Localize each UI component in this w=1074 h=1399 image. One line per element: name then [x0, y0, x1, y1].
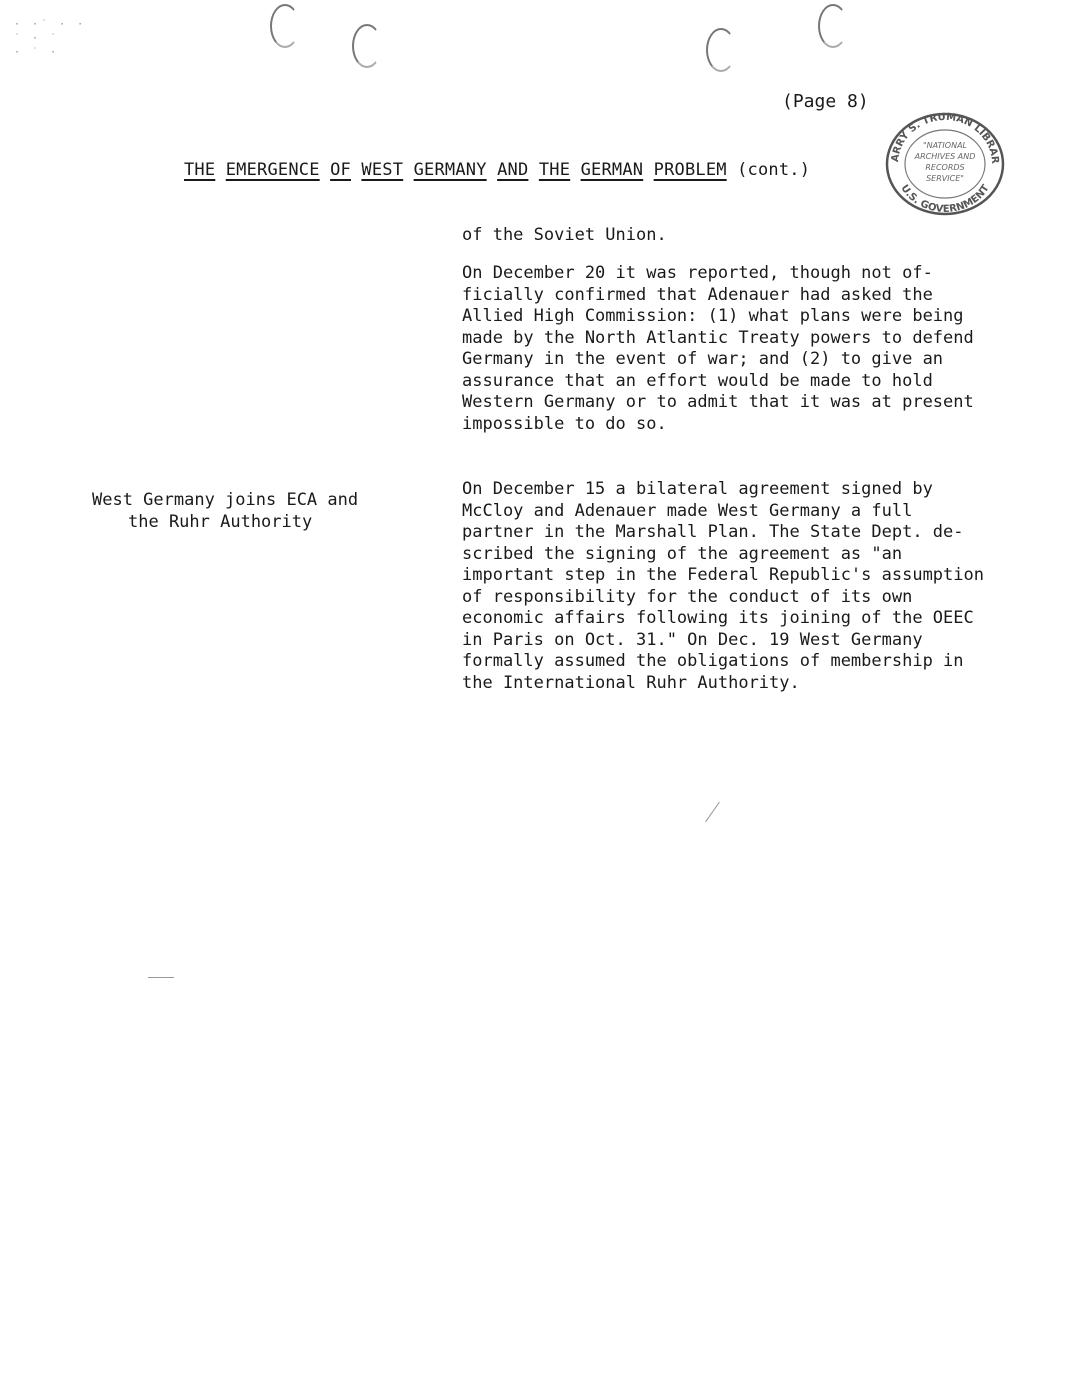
stamp-inner-line: ARCHIVES AND — [914, 152, 976, 161]
text-line: of the Soviet Union. — [462, 225, 667, 245]
stamp-outer-text: ARRY S. TRUMAN LIBRAR — [889, 111, 1001, 164]
title-word: THE — [538, 160, 571, 180]
text-line: impossible to do so. — [462, 413, 667, 434]
stamp-bottom-text: U.S. GOVERNMENT — [898, 182, 992, 216]
text-line: the International Ruhr Authority. — [462, 672, 800, 693]
stamp-inner-line: "NATIONAL — [922, 141, 968, 150]
text-line: McCloy and Adenauer made West Germany a full — [462, 500, 913, 521]
text-line: in Paris on Oct. 31." On Dec. 19 West Germany — [462, 629, 923, 650]
text-line: important step in the Federal Republic's assumption — [462, 565, 984, 585]
text-line: On December 20 it was reported, though not of- — [462, 263, 933, 283]
stamp-inner-line: RECORDS — [925, 163, 965, 172]
margin-heading-line: West Germany joins ECA and — [92, 490, 359, 510]
punch-hole-1 — [270, 4, 300, 48]
margin-heading-line: the Ruhr Authority — [128, 512, 313, 532]
text-line: made by the North Atlantic Treaty powers to defend — [462, 327, 974, 348]
svg-text:U.S. GOVERNMENT — [898, 183, 991, 215]
text-line: assurance that an effort would be made to hold — [462, 370, 933, 391]
paragraph-soviet-union — [462, 225, 1022, 247]
paragraph-marshall-plan — [462, 479, 1022, 694]
title-suffix: (cont.) — [737, 160, 811, 180]
punch-hole-3 — [706, 28, 736, 72]
text-line: formally assumed the obligations of membership in — [462, 651, 964, 671]
title-word: OF — [330, 160, 351, 180]
paragraph-adenauer-request — [462, 263, 1022, 435]
scan-mark — [148, 977, 174, 978]
text-line: ficially confirmed that Adenauer had asked the — [462, 284, 933, 305]
page-title — [184, 160, 810, 180]
title-word: GERMANY — [413, 160, 487, 180]
scan-mark — [705, 802, 720, 822]
title-word: EMERGENCE — [225, 160, 320, 180]
stamp-inner-line: SERVICE" — [926, 174, 964, 183]
title-word: AND — [497, 160, 529, 180]
page-number: (Page 8) — [782, 91, 869, 112]
title-word: GERMAN — [580, 160, 644, 180]
margin-heading — [92, 489, 392, 533]
text-line: economic affairs following its joining of the OEEC — [462, 608, 974, 628]
scan-specks: · ·˙ · · ˙ · ˙ · ˙ · — [14, 19, 87, 58]
title-word: PROBLEM — [653, 160, 727, 180]
text-line: Western Germany or to admit that it was at present — [462, 392, 974, 412]
text-line: Germany in the event of war; and (2) to give an — [462, 349, 944, 369]
punch-hole-4 — [818, 4, 848, 48]
text-line: scribed the signing of the agreement as "an — [462, 543, 903, 564]
library-stamp — [882, 108, 1008, 216]
text-line: partner in the Marshall Plan. The State Dept. de- — [462, 522, 964, 542]
text-line: On December 15 a bilateral agreement signed by — [462, 479, 933, 499]
title-word: WEST — [361, 160, 404, 180]
punch-hole-2 — [352, 24, 382, 68]
title-word: THE — [184, 160, 216, 180]
text-line: Allied High Commission: (1) what plans were being — [462, 306, 964, 326]
text-line: of responsibility for the conduct of its own — [462, 586, 913, 607]
